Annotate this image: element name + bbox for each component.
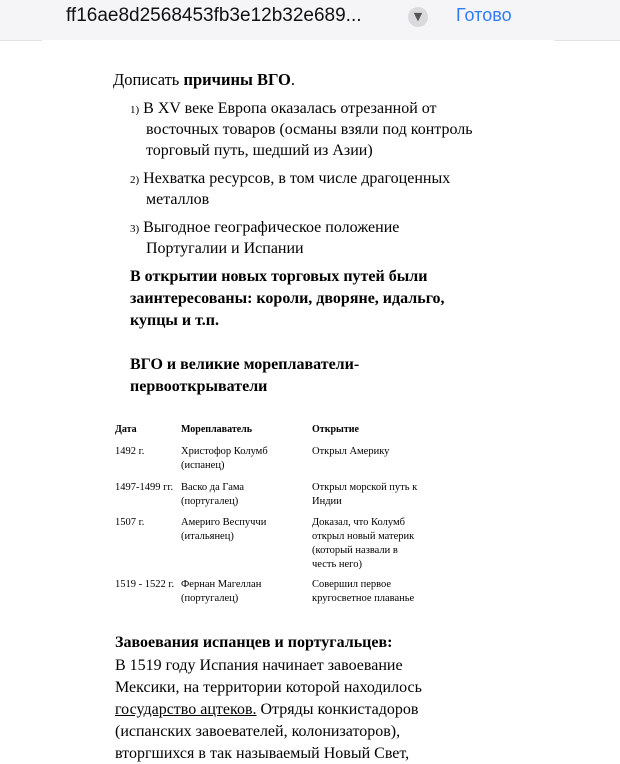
- document-title: ff16ae8d2568453fb3e12b32e689...: [66, 5, 362, 26]
- list-line: Нехватка ресурсов, в том числе драгоценных: [143, 170, 451, 187]
- intro-line: [113, 70, 295, 90]
- intro-prefix: Дописать: [113, 70, 184, 89]
- table-cell-navigator: (испанец): [181, 460, 225, 471]
- table-header-discovery: Открытие: [312, 424, 359, 435]
- conquest-line-underlined: государство ацтеков.: [115, 701, 257, 718]
- table-cell-discovery: Доказал, что Колумб: [312, 517, 405, 528]
- table-cell-discovery: Открыл морской путь к: [312, 482, 418, 493]
- done-button[interactable]: Готово: [456, 5, 512, 25]
- list-number: 1): [130, 104, 140, 116]
- chevron-down-icon[interactable]: ▼: [408, 7, 428, 27]
- table-cell-date: 1519 - 1522 г.: [115, 579, 175, 590]
- list-number: 2): [130, 174, 140, 186]
- list-line: торговый путь, шедший из Азии): [146, 142, 373, 159]
- interest-line: купцы и т.п.: [130, 312, 220, 329]
- table-cell-navigator: Васко да Гама: [181, 482, 245, 493]
- section-heading: ВГО и великие мореплаватели-: [130, 356, 360, 373]
- table-cell-navigator: Христофор Колумб: [181, 446, 268, 457]
- list-item: [130, 98, 437, 121]
- top-bar: [0, 0, 620, 41]
- conquest-line: В 1519 году Испания начинает завоевание: [115, 657, 403, 674]
- table-cell-navigator: (итальянец): [181, 531, 234, 542]
- table-header-date: Дата: [115, 424, 137, 435]
- table-cell-discovery: Индии: [312, 496, 342, 507]
- table-cell-date: 1497-1499 гг.: [115, 482, 174, 493]
- table-cell-discovery: открыл новый материк: [312, 531, 415, 542]
- table-cell-discovery: (который назвали в: [312, 545, 398, 556]
- conquest-heading: Завоевания испанцев и португальцев:: [115, 634, 393, 651]
- table-cell-date: 1492 г.: [115, 446, 145, 457]
- list-item: [130, 168, 450, 191]
- table-header-navigator: Мореплаватель: [181, 424, 253, 435]
- list-line: Португалии и Испании: [146, 240, 304, 257]
- table-cell-navigator: Фернан Магеллан: [181, 579, 262, 590]
- list-line: восточных товаров (османы взяли под контроль: [146, 121, 473, 138]
- intro-suffix: .: [290, 70, 296, 89]
- conquest-line-rest: Отряды конкистадоров: [256, 701, 419, 718]
- table-cell-navigator: (португалец): [181, 593, 239, 604]
- conquest-line: (испанских завоевателей, колонизаторов),: [115, 723, 401, 740]
- table-cell-discovery: кругосветное плаванье: [312, 593, 415, 604]
- section-heading: первооткрыватели: [130, 378, 268, 395]
- conquest-line: Мексики, на территории которой находилось: [115, 679, 422, 696]
- table-cell-navigator: Америго Веспуччи: [181, 517, 267, 528]
- intro-bold: причины ВГО: [183, 70, 291, 89]
- table-cell-navigator: (португалец): [181, 496, 239, 507]
- list-line: металлов: [146, 191, 210, 208]
- list-line: В XV веке Европа оказалась отрезанной от: [143, 100, 437, 117]
- table-cell-discovery: Открыл Америку: [312, 446, 390, 457]
- list-item: [130, 217, 399, 240]
- conquest-line: [115, 699, 418, 720]
- interest-line: заинтересованы: короли, дворяне, идальго,: [130, 290, 445, 307]
- table-cell-discovery: Совершил первое: [312, 579, 392, 590]
- list-number: 3): [130, 223, 140, 235]
- interest-line: В открытии новых торговых путей были: [130, 268, 428, 285]
- table-cell-discovery: честь него): [312, 559, 362, 570]
- list-line: Выгодное географическое положение: [143, 219, 400, 236]
- table-cell-date: 1507 г.: [115, 517, 145, 528]
- conquest-line: вторгшихся в так называемый Новый Свет,: [115, 745, 410, 762]
